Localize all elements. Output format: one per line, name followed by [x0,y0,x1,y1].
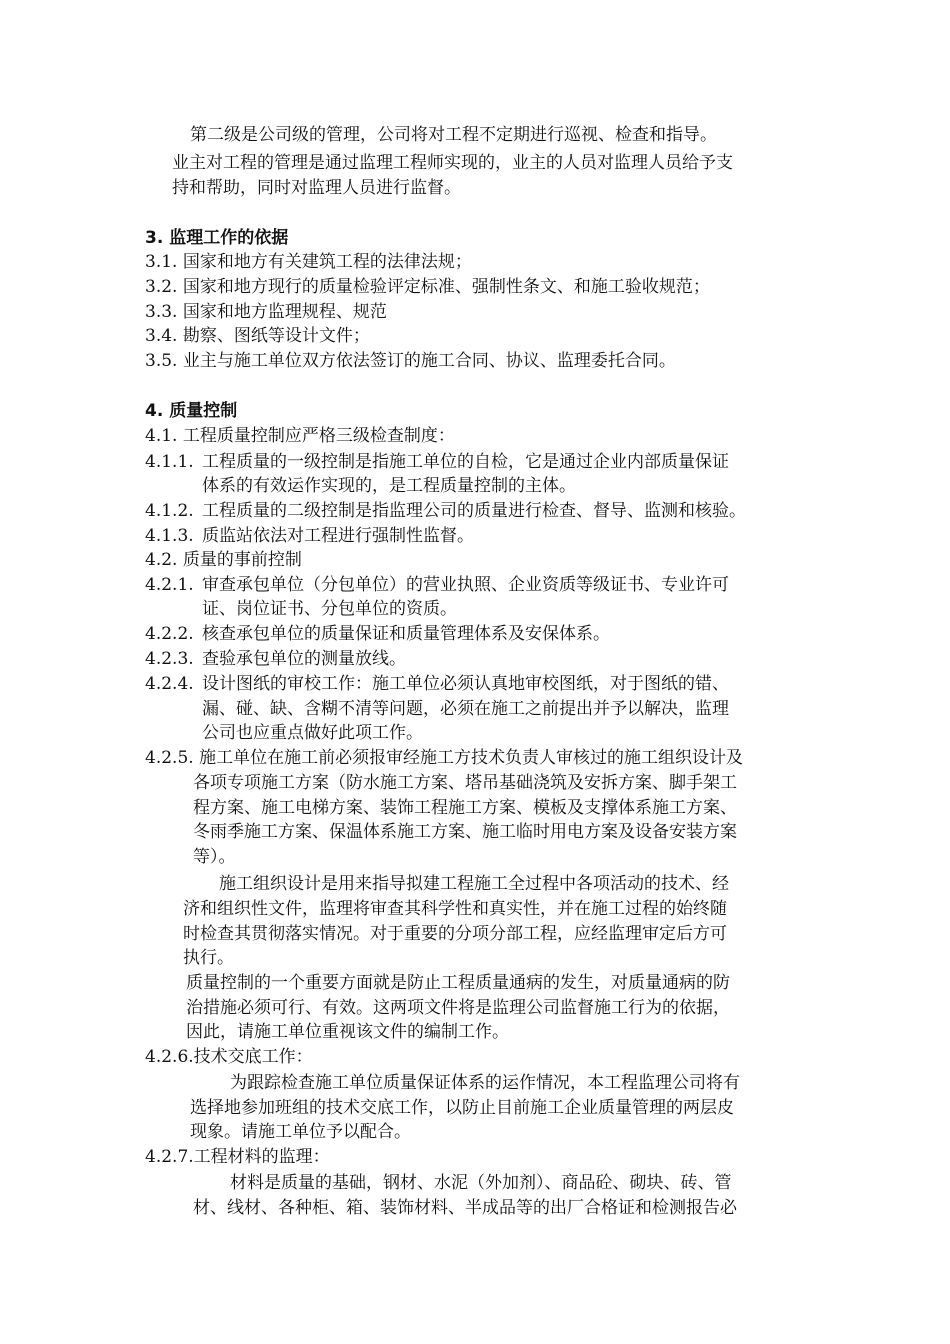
section-3-1: 3.1. 国家和地方有关建筑工程的法律法规； [145,252,472,272]
paragraph-4-line-2: 材、线材、各种柜、箱、装饰材料、半成品等的出厂合格证和检测报告必 [193,1198,737,1218]
item-4-2-2-number: 4.2.2. [145,624,194,644]
section-4-2: 4.2. 质量的事前控制 [145,550,302,570]
paragraph-4-line-1: 材料是质量的基础，钢材、水泥（外加剂）、商品砼、砌块、砖、管 [230,1173,732,1193]
item-4-2-4-line-2: 漏、碰、缺、含糊不清等问题，必须在施工之前提出并予以解决，监理 [202,699,729,719]
item-4-2-4-number: 4.2.4. [145,674,194,694]
item-4-2-2-line-1: 核查承包单位的质量保证和质量管理体系及安保体系。 [202,624,610,644]
item-4-1-1-line-1: 工程质量的一级控制是指施工单位的自检，它是通过企业内部质量保证 [202,452,729,472]
section-3-5: 3.5. 业主与施工单位双方依法签订的施工合同、协议、监理委托合同。 [145,351,676,371]
item-4-1-3-line-1: 质监站依法对工程进行强制性监督。 [202,526,474,546]
intro-line-2: 业主对工程的管理是通过监理工程师实现的，业主的人员对监理人员给予支 [172,153,733,173]
item-4-2-5-line-5: 等）。 [193,847,236,867]
intro-line-3: 持和帮助，同时对监理人员进行监督。 [172,178,461,198]
section-3-3: 3.3. 国家和地方监理规程、规范 [145,302,387,322]
item-4-1-1-line-2: 体系的有效运作实现的，是工程质量控制的主体。 [202,476,576,496]
item-4-2-4-line-3: 公司也应重点做好此项工作。 [202,723,423,743]
paragraph-1-line-2: 济和组织性文件，监理将审查其科学性和真实性，并在施工过程的始终随 [183,899,727,919]
item-4-2-1-line-1: 审查承包单位（分包单位）的营业执照、企业资质等级证书、专业许可 [202,575,729,595]
paragraph-1-line-3: 时检查其贯彻落实情况。对于重要的分项分部工程，应经监理审定后方可 [183,924,727,944]
paragraph-2-line-1: 质量控制的一个重要方面就是防止工程质量通病的发生，对质量通病的防 [186,973,730,993]
item-4-2-1-line-2: 证、岗位证书、分包单位的资质。 [202,599,457,619]
section-4-2-6: 4.2.6.技术交底工作： [145,1047,313,1067]
paragraph-2-line-2: 治措施必须可行、有效。这两项文件将是监理公司监督施工行为的依据， [186,998,730,1018]
item-4-1-1-number: 4.1.1. [145,452,194,472]
item-4-1-2-line-1: 工程质量的二级控制是指监理公司的质量进行检查、督导、监测和核验。 [202,501,746,521]
section-4-heading: 4. 质量控制 [145,401,238,421]
item-4-1-2-number: 4.1.2. [145,501,194,521]
item-4-2-5-line-1: 4.2.5. 施工单位在施工前必须报审经施工方技术负责人审核过的施工组织设计及 [145,748,744,768]
section-4-1: 4.1. 工程质量控制应严格三级检查制度： [145,426,455,446]
paragraph-3-line-2: 选择地参加班组的技术交底工作，以防止目前施工企业质量管理的两层皮 [190,1098,734,1118]
section-4-2-7: 4.2.7.工程材料的监理： [145,1147,330,1167]
item-4-2-1-number: 4.2.1. [145,575,194,595]
section-3-2: 3.2. 国家和地方现行的质量检验评定标准、强制性条文、和施工验收规范； [145,277,710,297]
item-4-2-5-line-4: 冬雨季施工方案、保温体系施工方案、施工临时用电方案及设备安装方案 [193,822,737,842]
intro-line-1: 第二级是公司级的管理，公司将对工程不定期进行巡视、检查和指导。 [190,125,717,145]
paragraph-1-line-4: 执行。 [183,948,234,968]
item-4-1-3-number: 4.1.3. [145,526,194,546]
item-4-2-3-line-1: 查验承包单位的测量放线。 [202,649,406,669]
paragraph-1-line-1: 施工组织设计是用来指导拟建工程施工全过程中各项活动的技术、经 [219,874,729,894]
section-3-4: 3.4. 勘察、图纸等设计文件； [145,326,370,346]
item-4-2-5-line-2: 各项专项施工方案（防水施工方案、塔吊基础浇筑及安拆方案、脚手架工 [193,773,737,793]
paragraph-2-line-3: 因此，请施工单位重视该文件的编制工作。 [186,1022,509,1042]
item-4-2-4-line-1: 设计图纸的审校工作：施工单位必须认真地审校图纸，对于图纸的错、 [202,674,729,694]
paragraph-3-line-3: 现象。请施工单位予以配合。 [190,1122,411,1142]
item-4-2-3-number: 4.2.3. [145,649,194,669]
section-3-heading: 3. 监理工作的依据 [145,228,289,248]
paragraph-3-line-1: 为跟踪检查施工单位质量保证体系的运作情况，本工程监理公司将有 [230,1073,740,1093]
item-4-2-5-line-3: 程方案、施工电梯方案、装饰工程施工方案、模板及支撑体系施工方案、 [193,798,737,818]
